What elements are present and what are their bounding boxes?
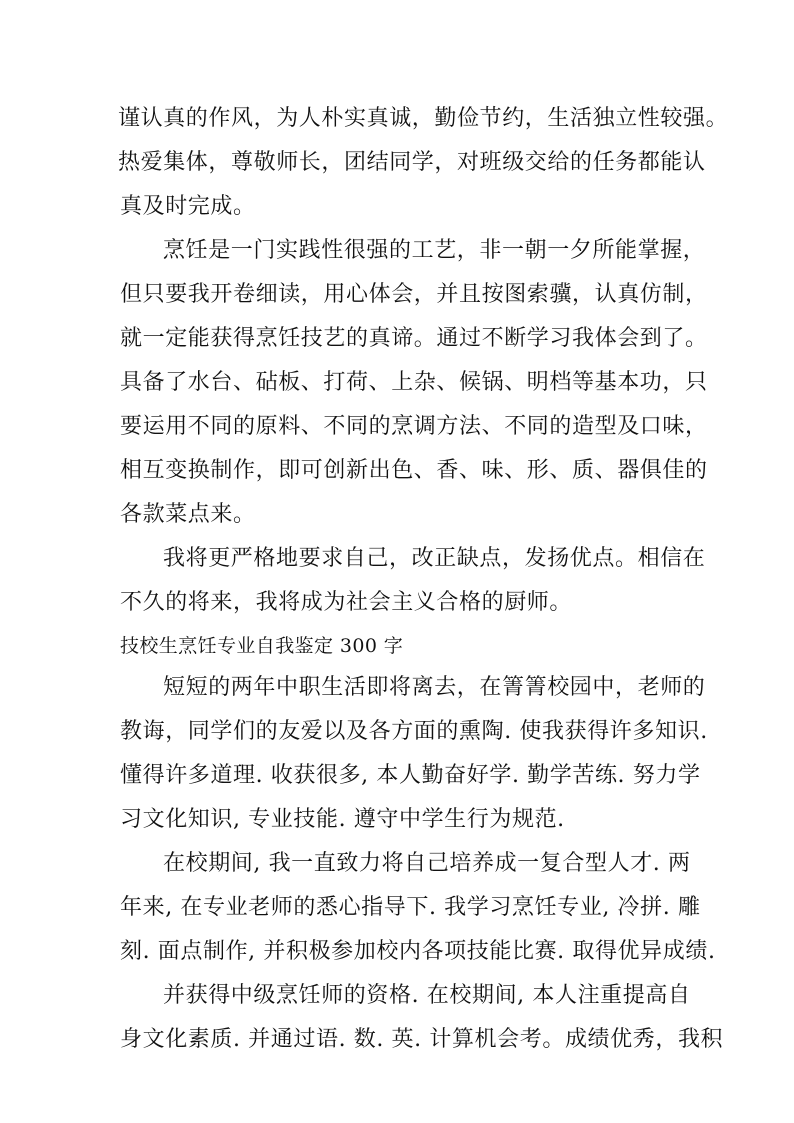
text-line: 在校期间, 我一直致力将自己培养成一复合型人才. 两 bbox=[163, 851, 691, 876]
text-line: 身文化素质. 并通过语. 数. 英. 计算机会考。成绩优秀，我积 bbox=[120, 1027, 724, 1052]
text-line: 相互变换制作，即可创新出色、香、味、形、质、器俱佳的 bbox=[120, 458, 708, 483]
section-heading: 技校生烹饪专业自我鉴定 300 字 bbox=[120, 635, 404, 657]
text-line: 刻. 面点制作, 并积极参加校内各项技能比赛. 取得优异成绩. bbox=[120, 939, 716, 964]
text-line: 短短的两年中职生活即将离去，在箐箐校园中，老师的 bbox=[163, 675, 706, 700]
text-line: 懂得许多道理. 收获很多, 本人勤奋好学. 勤学苦练. 努力学 bbox=[120, 763, 701, 788]
text-line: 具备了水台、砧板、打荷、上杂、候锅、明档等基本功，只 bbox=[120, 370, 708, 395]
text-line: 不久的将来，我将成为社会主义合格的厨师。 bbox=[120, 590, 573, 615]
text-line: 就一定能获得烹饪技艺的真谛。通过不断学习我体会到了。 bbox=[120, 326, 708, 351]
text-line: 要运用不同的原料、不同的烹调方法、不同的造型及口味， bbox=[120, 414, 708, 439]
text-line: 年来, 在专业老师的悉心指导下. 我学习烹饪专业, 冷拼. 雕 bbox=[120, 895, 701, 920]
text-line: 但只要我开卷细读，用心体会，并且按图索骥，认真仿制， bbox=[120, 282, 708, 307]
text-line: 真及时完成。 bbox=[120, 194, 256, 219]
text-line: 各款菜点来。 bbox=[120, 502, 256, 527]
text-line: 烹饪是一门实践性很强的工艺，非一朝一夕所能掌握， bbox=[163, 238, 706, 263]
text-line: 教诲，同学们的友爱以及各方面的熏陶. 使我获得许多知识. bbox=[120, 719, 708, 744]
text-line: 我将更严格地要求自己，改正缺点，发扬优点。相信在 bbox=[163, 546, 706, 571]
text-line: 热爱集体，尊敬师长，团结同学，对班级交给的任务都能认 bbox=[118, 150, 706, 175]
text-line: 习文化知识, 专业技能. 遵守中学生行为规范. bbox=[120, 807, 565, 832]
text-line: 并获得中级烹饪师的资格. 在校期间, 本人注重提高自 bbox=[163, 983, 691, 1008]
text-line: 谨认真的作风，为人朴实真诚，勤俭节约，生活独立性较强。 bbox=[118, 106, 729, 131]
